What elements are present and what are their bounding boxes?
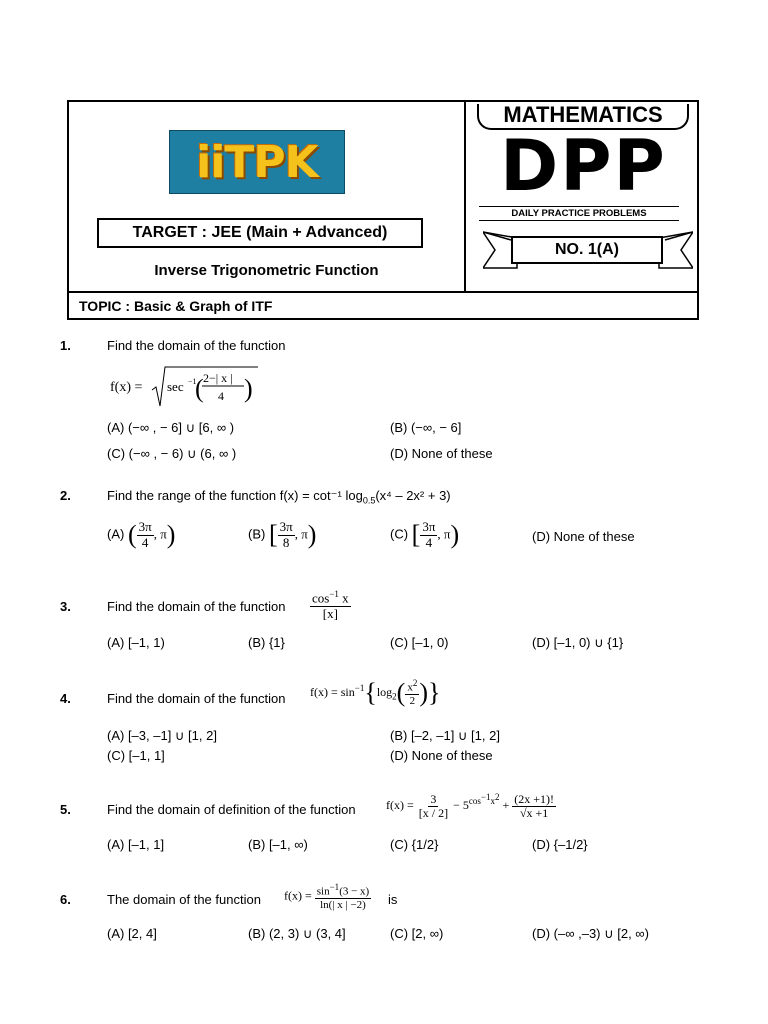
q6-formula: f(x) = $\frac{\sin^{-1}(3 - x)}{\ln(| x | -2)}$: [284, 882, 370, 911]
q2-option-b[interactable]: (B) [ $\frac{3\pi}{8}$ , π): [248, 519, 317, 550]
question-text: Find the domain of the function: [107, 599, 286, 614]
question-number: 1.: [60, 338, 71, 353]
question-text: The domain of the function: [107, 892, 261, 907]
q1-formula-expr: [110, 364, 260, 414]
question-text-tail: is: [388, 892, 398, 907]
q6-option-d[interactable]: (D) (–∞ ,–3) ∪ [2, ∞): [532, 926, 649, 941]
question-number: 4.: [60, 691, 71, 706]
q4-option-a[interactable]: (A) [–3, –1] ∪ [1, 2]: [107, 728, 217, 743]
q6-option-b[interactable]: (B) (2, 3) ∪ (3, 4]: [248, 926, 346, 941]
svg-text:2−| x |: 2−| x |: [203, 371, 233, 385]
q3-option-c[interactable]: (C) [–1, 0): [390, 635, 449, 650]
iitpk-logo: iiTPK: [169, 130, 345, 194]
q2-option-a[interactable]: (A) ( $\frac{3\pi}{4}$ , π): [107, 519, 176, 550]
q3-formula: $\frac{\cos^{-1} x}{[x]}$: [312, 589, 349, 621]
q1-option-d[interactable]: (D) None of these: [390, 446, 493, 461]
dpp-number: NO. 1(A): [511, 236, 663, 264]
q4-option-d[interactable]: (D) None of these: [390, 748, 493, 763]
question-text: Find the domain of the function: [107, 691, 286, 706]
question-text: Find the domain of the function: [107, 338, 286, 353]
svg-text:): ): [244, 374, 253, 403]
q3-option-d[interactable]: (D) [–1, 0) ∪ {1}: [532, 635, 624, 650]
q6-option-a[interactable]: (A) [2, 4]: [107, 926, 157, 941]
q4-option-c[interactable]: (C) [–1, 1]: [107, 748, 165, 763]
question-text: Find the range of the function f(x) = cot⁻¹ $\log_{0.5}(x^4 - 2x^2 + 3)$: [107, 488, 451, 506]
q4-formula: $f(x) = \sin^{-1}\{\log_2$( $\frac{x^2}{2}$ )}: [310, 678, 441, 707]
question-number: 6.: [60, 892, 71, 907]
svg-text:sec: sec: [167, 379, 184, 394]
topic-label: TOPIC : Basic & Graph of ITF: [79, 298, 273, 314]
question-text: Find the domain of definition of the function: [107, 802, 356, 817]
divider-horizontal: [69, 291, 697, 293]
mathematics-banner: MATHEMATICS: [477, 104, 689, 130]
dpp-subtitle: DAILY PRACTICE PROBLEMS: [479, 206, 679, 221]
svg-text:−1: −1: [188, 377, 197, 386]
header-box: [67, 100, 699, 320]
q3-option-b[interactable]: (B) {1}: [248, 635, 285, 650]
q5-option-b[interactable]: (B) [–1, ∞): [248, 837, 308, 852]
question-number: 2.: [60, 488, 71, 503]
q6-option-c[interactable]: (C) [2, ∞): [390, 926, 444, 941]
subject-title: Inverse Trigonometric Function: [154, 262, 379, 279]
q5-option-a[interactable]: (A) [–1, 1]: [107, 837, 165, 852]
q5-option-c[interactable]: (C) {1/2}: [390, 837, 439, 852]
sqrt-sec-inverse-formula: [110, 364, 260, 410]
svg-text:f(x) =: f(x) =: [110, 380, 143, 395]
q2-option-d[interactable]: (D) None of these: [532, 529, 635, 544]
q2-option-c[interactable]: (C) [ $\frac{3\pi}{4}$ , π): [390, 519, 460, 550]
dpp-title: DPP: [500, 125, 667, 207]
target-box: TARGET : JEE (Main + Advanced): [97, 218, 423, 248]
q5-formula: f(x) = $\frac{3}{[x / 2]}$ − $5^{cos^{-1}x^2}$ + $\frac{(2x +1)!}{√x +1}$: [386, 791, 554, 820]
q5-option-d[interactable]: (D) {–1/2}: [532, 837, 588, 852]
q3-option-a[interactable]: (A) [–1, 1): [107, 635, 165, 650]
svg-text:4: 4: [218, 389, 224, 403]
q1-option-b[interactable]: (B) (−∞, − 6]: [390, 420, 462, 435]
q1-option-a[interactable]: (A) (−∞ , − 6] ∪ [6, ∞ ): [107, 420, 235, 435]
question-number: 5.: [60, 802, 71, 817]
q1-option-c[interactable]: (C) (−∞ , − 6) ∪ (6, ∞ ): [107, 446, 237, 461]
svg-text:(: (: [195, 374, 204, 403]
q4-option-b[interactable]: (B) [–2, –1] ∪ [1, 2]: [390, 728, 500, 743]
question-number: 3.: [60, 599, 71, 614]
